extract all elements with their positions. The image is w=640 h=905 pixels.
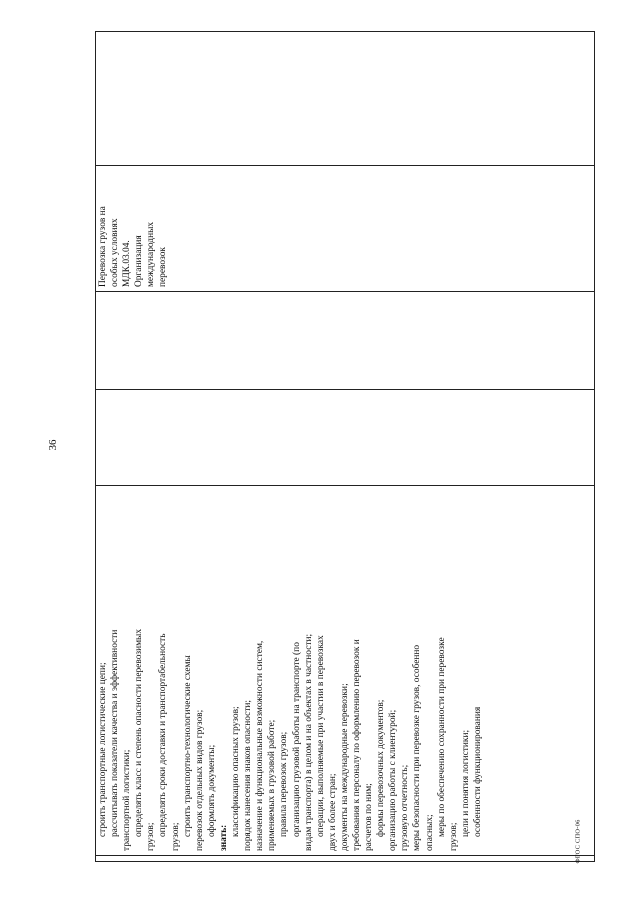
table-cell-blank-left [96, 856, 595, 862]
competency-line: меры безопасности при перевозке грузов, особенно [412, 644, 423, 851]
competency-line: особенности функционирования [472, 706, 483, 837]
competency-line: правила перевозок грузов; [279, 731, 290, 837]
competency-line: транспортной логистики; [122, 749, 133, 851]
competency-list [97, 490, 484, 851]
curriculum-table [95, 31, 595, 862]
table-cell-blank [96, 390, 595, 486]
competency-line: грузов; [448, 822, 459, 851]
rotated-table-frame [95, 32, 595, 862]
competency-line: строить транспортные логистические цепи; [98, 662, 108, 837]
footer-code: ФГОС СПО-06 [574, 819, 582, 864]
competency-line: двух и более стран; [327, 773, 338, 851]
competency-line: грузов; [146, 822, 157, 851]
rotated-table-wrapper [95, 32, 595, 862]
competency-line: организацию работы с клиентурой; [388, 709, 399, 851]
competency-line: цели и понятия логистики; [460, 729, 471, 837]
competency-line: определять сроки доставки и транспортабельность [158, 633, 169, 837]
competency-line: назначение и функциональные возможности систем, [255, 640, 266, 851]
competency-line: операции, выполняемые при участии в перевозках [315, 635, 326, 837]
module-line: перевозок [158, 247, 169, 287]
competency-line: рассчитывать показатели качества и эффективности [110, 629, 121, 837]
module-line: МДК.03.04. [122, 240, 133, 287]
competency-line: требования к персоналу по оформлению перевозок и [351, 639, 362, 851]
competency-line: документы на международные перевозки; [339, 683, 350, 851]
table-cell-module [96, 166, 595, 292]
page-number: 36 [47, 439, 59, 451]
competency-line: грузовую отчетность; [400, 764, 411, 851]
competency-line: порядок нанесения знаков опасности; [243, 699, 254, 851]
competency-line: оформлять документы; [206, 744, 217, 837]
competency-line: перевозок отдельных видов грузов; [194, 709, 205, 851]
module-line: международных [146, 221, 157, 287]
competency-line: расчетов по ним; [364, 783, 375, 851]
competency-line: опасных; [424, 814, 435, 851]
table-cell-blank [96, 32, 595, 166]
competency-line: классификацию опасных грузов; [231, 706, 242, 837]
table-row [96, 32, 595, 862]
competency-line: меры по обеспечению сохранности при перевозке [436, 637, 447, 837]
module-line: Организация [134, 235, 145, 287]
competency-line: формы перевозочных документов; [376, 699, 387, 837]
table-cell-blank [96, 292, 595, 390]
competency-line: применяемых в грузовой работе; [267, 719, 278, 851]
competency-line: определять класс и степень опасности перевозимых [134, 628, 145, 837]
competency-line: организацию грузовой работы на транспорте (по [291, 642, 302, 837]
table-cell-competencies [96, 486, 595, 856]
competency-line: видам транспорта) в целом и на объектах в частности; [303, 633, 314, 851]
competency-line: строить транспортно-технологические схемы [182, 655, 193, 837]
module-line: Перевозка грузов на [98, 206, 108, 287]
competency-line: знать: [218, 824, 229, 851]
competency-line: грузов; [170, 822, 181, 851]
module-line: особых условиях [110, 218, 121, 287]
